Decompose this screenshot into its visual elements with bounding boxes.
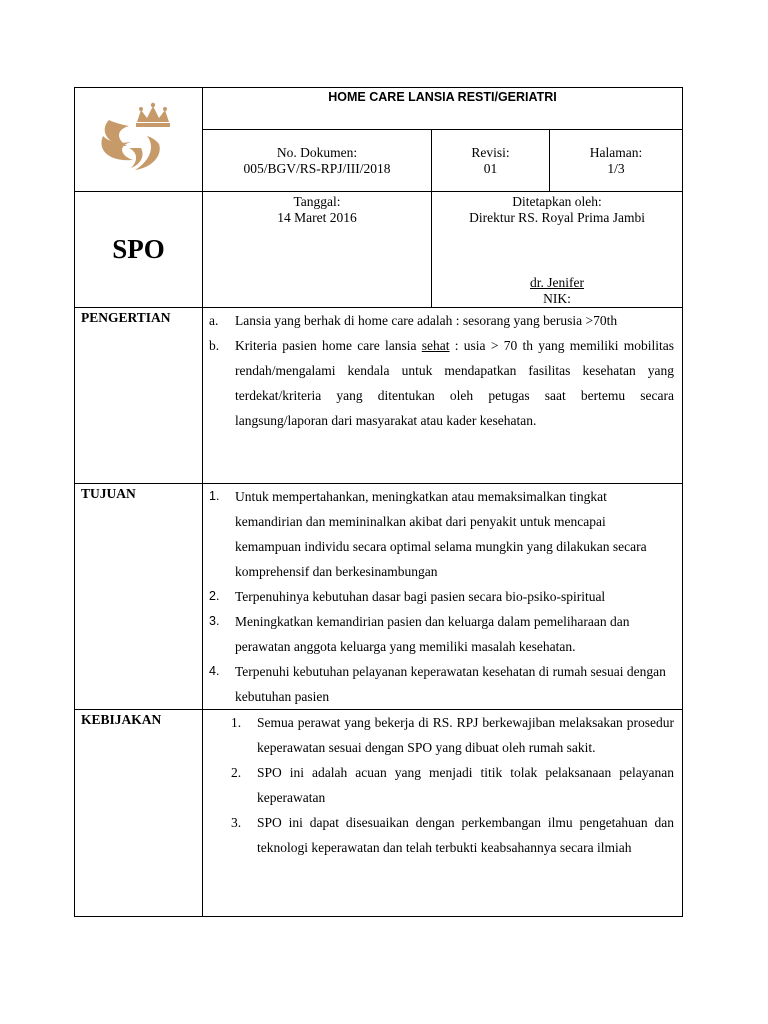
list-text: Kriteria pasien home care lansia sehat : usia > 70 th yang memiliki mobilitas rendah/mengalami kendala untuk mendapatkan fasilitas kesehatan yang terdekat/kriteria yang ditentukan oleh petugas saat bertemu secara langsung/laporan dari masyarakat atau kader kesehatan.: [235, 338, 675, 428]
list-text: Meningkatkan kemandirian pasien dan keluarga dalam pemeliharaan dan perawatan anggota keluarga yang memiliki masalah kesehatan.: [235, 614, 630, 654]
page-label: Halaman:: [589, 144, 643, 160]
list-text: Terpenuhi kebutuhan pelayanan keperawatan kesehatan di rumah sesuai dengan kebutuhan pasien: [235, 664, 666, 704]
kebijakan-label: KEBIJAKAN: [75, 710, 203, 917]
list-text: Terpenuhinya kebutuhan dasar bagi pasien secara bio-psiko-spiritual: [235, 589, 606, 604]
list-item: [209, 308, 674, 333]
signer-name: dr. Jenifer: [530, 275, 584, 290]
list-marker: 2.: [209, 589, 220, 603]
tujuan-label: TUJUAN: [75, 484, 203, 710]
spo-document: [74, 87, 682, 917]
list-item: [209, 333, 674, 433]
page-cell: [550, 130, 683, 192]
revision-cell: [432, 130, 550, 192]
list-item: [231, 760, 674, 810]
set-by-cell: [432, 192, 683, 308]
list-item: [209, 484, 674, 584]
list-item: [231, 710, 674, 760]
list-item: [209, 659, 674, 709]
list-item: [209, 609, 674, 659]
doc-number-cell: [203, 130, 432, 192]
set-by-value: Direktur RS. Royal Prima Jambi: [469, 210, 645, 225]
list-marker: b.: [209, 338, 220, 353]
list-marker: 3.: [209, 614, 220, 628]
tujuan-content: [203, 484, 683, 710]
list-marker: a.: [209, 313, 219, 328]
set-by-label: Ditetapkan oleh:: [512, 194, 602, 209]
doc-number-label: No. Dokumen:: [276, 144, 358, 160]
list-marker: 1.: [231, 715, 242, 730]
list-text: Lansia yang berhak di home care adalah : sesorang yang berusia >70th: [235, 313, 618, 328]
list-text: SPO ini dapat disesuaikan dengan perkembangan ilmu pengetahuan dan teknologi keperawatan dan telah terbukti keabsahannya secara ilmiah: [257, 815, 675, 855]
date-cell: [203, 192, 432, 308]
logo-cell: [75, 88, 203, 192]
list-text: Untuk mempertahankan, meningkatkan atau memaksimalkan tingkat kemandirian dan memininalkan akibat dari penyakit untuk mencapai kemampuan individu secara optimal selama mungkin yang dilakukan secara komprehensif dan berkesinambungan: [235, 489, 647, 579]
list-item: [231, 810, 674, 860]
date-value: 14 Maret 2016: [277, 210, 357, 225]
list-marker: 4.: [209, 664, 220, 678]
pengertian-content: [203, 308, 683, 484]
document-title: HOME CARE LANSIA RESTI/GERIATRI: [203, 88, 683, 130]
signer-nik: NIK:: [543, 291, 571, 306]
revision-value: 01: [483, 160, 498, 176]
kebijakan-content: [203, 710, 683, 917]
spo-table: [74, 87, 683, 917]
date-label: Tanggal:: [293, 194, 341, 209]
list-item: [209, 584, 674, 609]
list-text: Semua perawat yang bekerja di RS. RPJ berkewajiban melaksakan prosedur keperawatan sesuai dengan SPO yang dibuat oleh rumah sakit.: [257, 715, 675, 755]
list-marker: 3.: [231, 815, 242, 830]
spo-label: SPO: [75, 192, 203, 308]
page-value: 1/3: [607, 160, 625, 176]
list-marker: 2.: [231, 765, 242, 780]
list-text: SPO ini adalah acuan yang menjadi titik tolak pelaksanaan pelayanan keperawatan: [257, 765, 675, 805]
revision-label: Revisi:: [471, 144, 510, 160]
doc-number-value: 005/BGV/RS-RPJ/III/2018: [243, 160, 391, 176]
crown-wave-logo-icon: [89, 100, 189, 176]
underlined-word: sehat: [421, 338, 450, 353]
list-marker: 1.: [209, 489, 220, 503]
pengertian-label: PENGERTIAN: [75, 308, 203, 484]
